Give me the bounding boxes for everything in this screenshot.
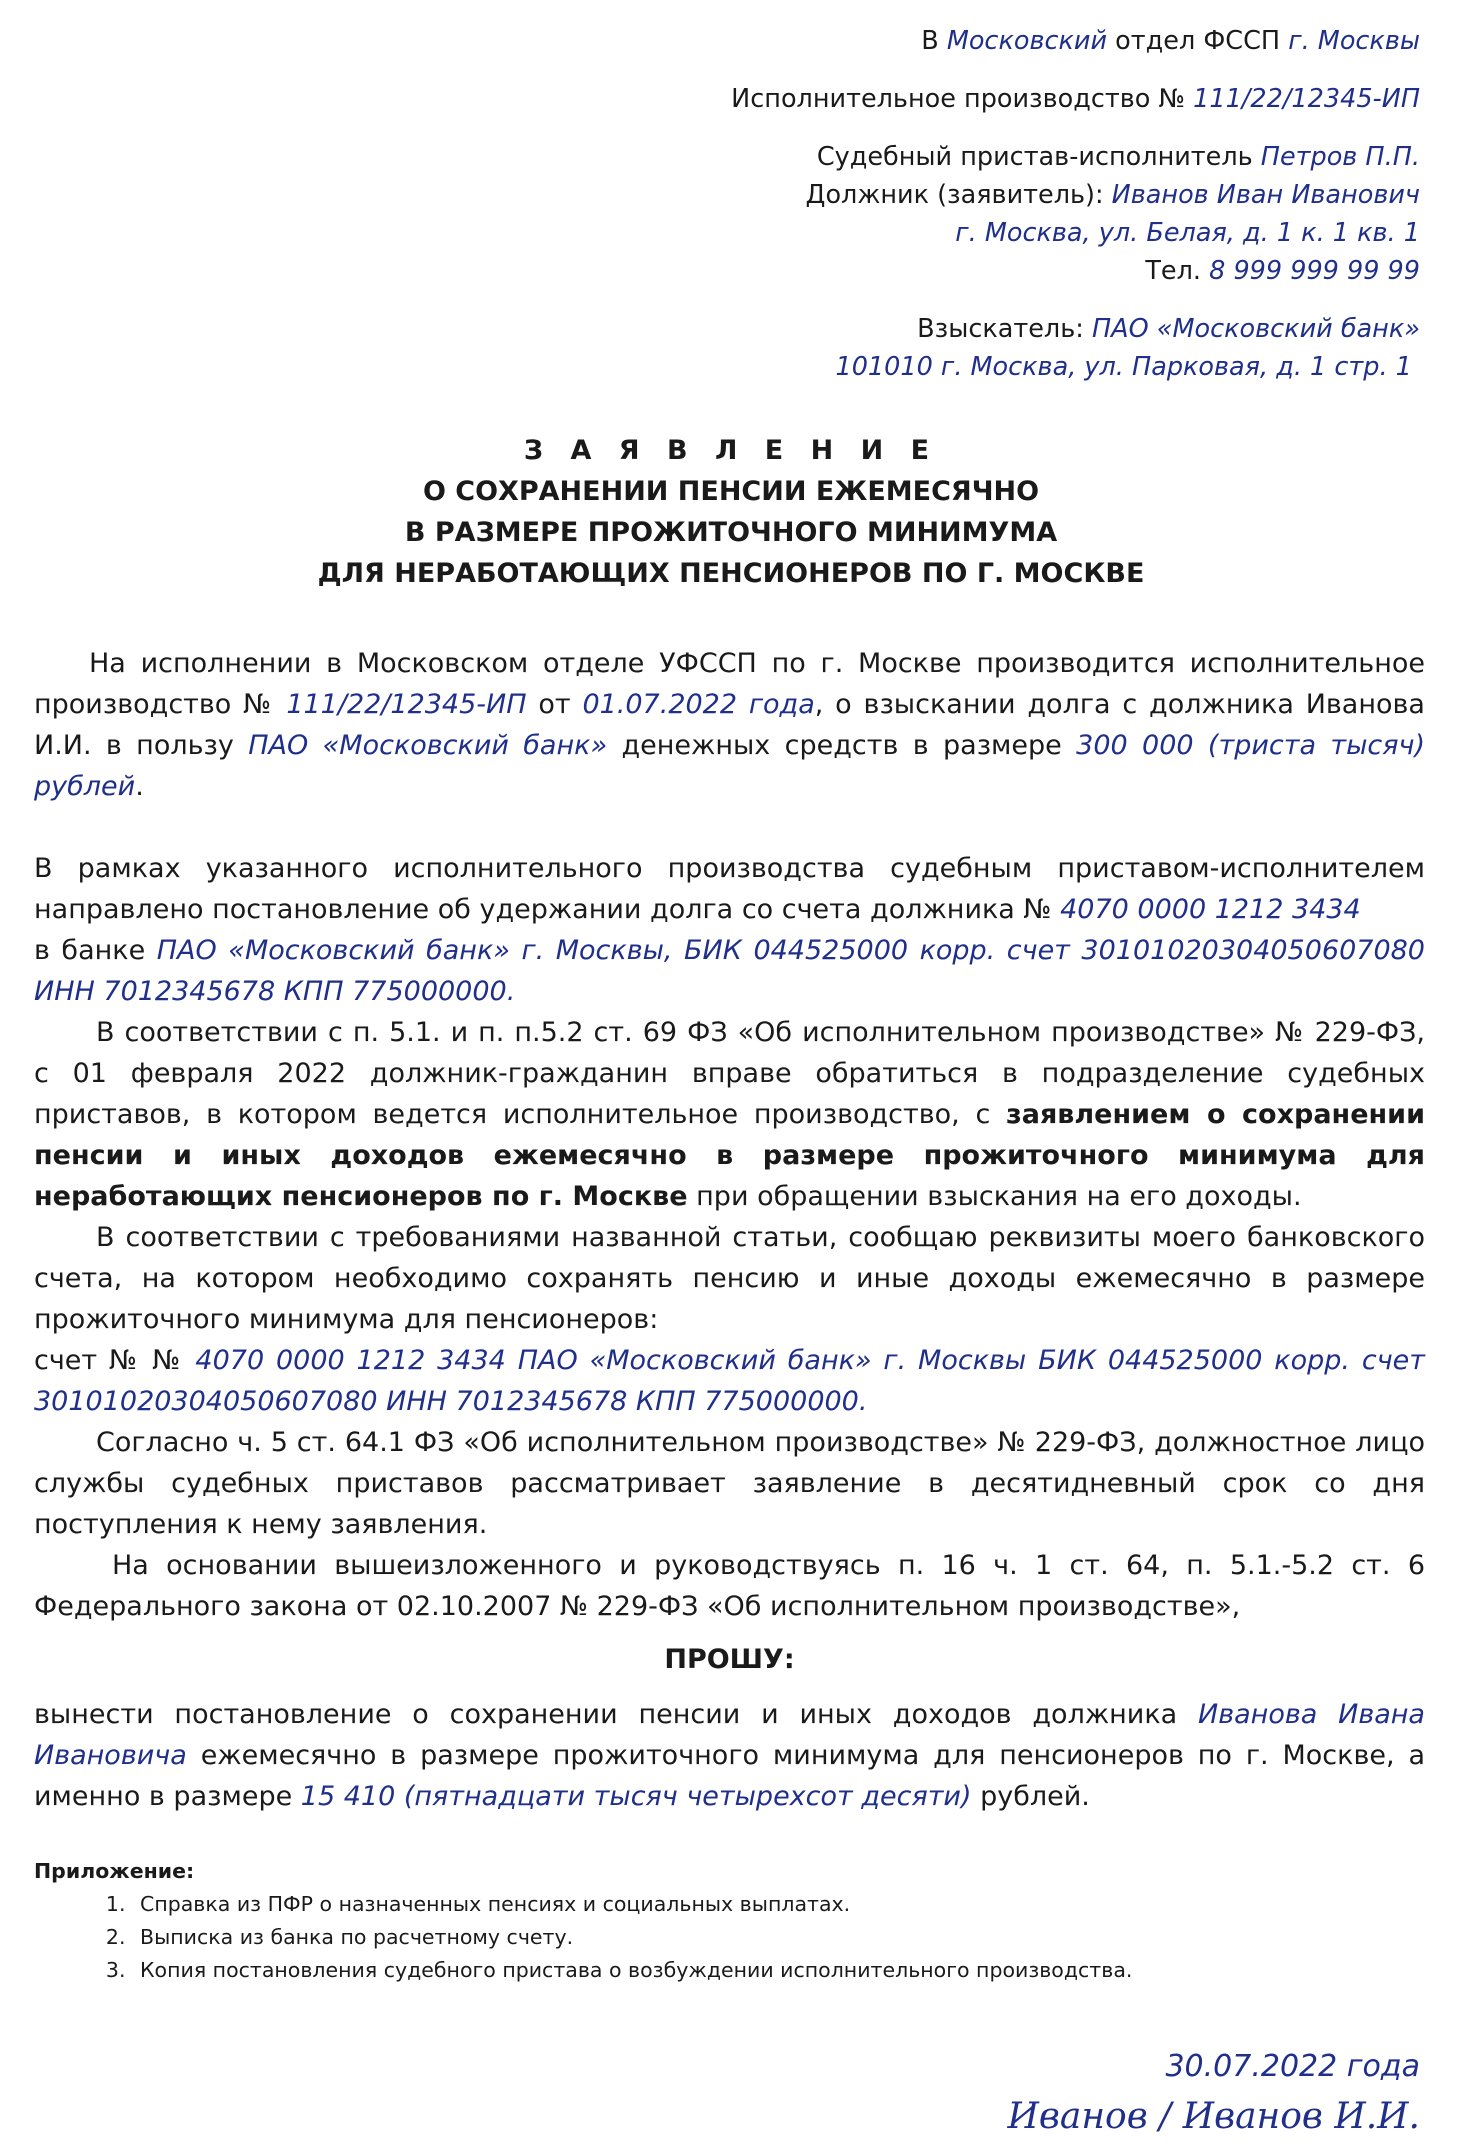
key-statement: заявлением о сохранении пенсии и иных доходов ежемесячно в размере прожиточного минимума для неработающих пенсионеров по г. Москве <box>34 1099 1425 1212</box>
creditor-address: 101010 г. Москва, ул. Парковая, д. 1 стр. 1 <box>835 352 1412 382</box>
case-line <box>731 80 1420 118</box>
document-body <box>34 643 1425 1817</box>
debtor-address: г. Москва, ул. Белая, д. 1 к. 1 кв. 1 <box>955 218 1420 248</box>
list-item: 2. Выписка из банка по расчетному счету. <box>132 1921 1234 1954</box>
debtor-name: Иванов Иван Иванович <box>1111 180 1420 210</box>
creditor-address-line <box>731 348 1420 386</box>
account-details: 4070 0000 1212 3434 ПАО «Московский банк» г. Москвы БИК 044525000 корр. счет 30101020304050607080 ИНН 7012345678 КПП 775000000. <box>34 1345 1425 1417</box>
subsistence-amount: 15 410 (пятнадцати тысяч четырехсот десяти) <box>300 1781 972 1812</box>
paragraph-account-order: В рамках указанного исполнительного производства судебным приставом-исполнителем направлено постановление об удержании долга со счета должника № 4070 0000 1212 3434 в банке ПАО «Московский банк» г. Москвы, БИК 044525000 корр. счет 30101020304050607080 ИНН 7012345678 КПП 775000000. <box>34 853 1425 1007</box>
attachments-list <box>34 1888 1234 1987</box>
debtor-address-line <box>731 214 1420 252</box>
handwritten-signature: Иванов <box>1007 2096 1148 2137</box>
signature-date: 30.07.2022 года <box>1165 2049 1420 2084</box>
request-debtor: Иванова Ивана Ивановича <box>34 1699 1425 1771</box>
title-line-3: В РАЗМЕРЕ ПРОЖИТОЧНОГО МИНИМУМА <box>404 517 1058 548</box>
paragraph-law-reference: В соответствии с п. 5.1. и п. п.5.2 ст. 69 ФЗ «Об исполнительном производстве» № 229-ФЗ, с 01 февраля 2022 должник-гражданин вправе обратиться в подразделение судебных приставов, в котором ведется исполнительное производство, с заявлением о сохранении пенсии и иных доходов ежемесячно в размере прожиточного минимума для неработающих пенсионеров по г. Москве при обращении взыскания на его доходы. <box>34 1017 1425 1212</box>
paragraph-request: вынести постановление о сохранении пенсии и иных доходов должника Иванова Ивана Ивановича ежемесячно в размере прожиточного минимума для пенсионеров по г. Москве, а именно в размере 15 410 (пятнадцати тысяч четырехсот десяти) рублей. <box>34 1699 1425 1812</box>
case-label: Исполнительное производство № <box>731 84 1186 114</box>
request-heading: ПРОШУ: <box>664 1644 795 1675</box>
signer-name: Иванов И.И. <box>1182 2096 1420 2137</box>
list-item: 1. Справка из ПФР о назначенных пенсиях и социальных выплатах. <box>132 1888 1234 1921</box>
creditor-label: Взыскатель: <box>917 314 1084 344</box>
bank-details: ПАО «Московский банк» г. Москвы, БИК 044525000 корр. счет 30101020304050607080 ИНН 7012345678 КПП 775000000. <box>34 935 1425 1007</box>
recipient-prefix: В <box>921 26 939 56</box>
signature-block <box>1008 2042 1420 2142</box>
bailiff-line <box>731 138 1420 176</box>
title-line-4: ДЛЯ НЕРАБОТАЮЩИХ ПЕНСИОНЕРОВ ПО Г. МОСКВЕ <box>317 558 1145 589</box>
creditor-name: ПАО «Московский банк» <box>1091 314 1420 344</box>
paragraph-proceedings: На исполнении в Московском отделе УФССП по г. Москве производится исполнительное производство № 111/22/12345-ИП от 01.07.2022 года, о взыскании долга с должника Иванова И.И. в пользу ПАО «Московский банк» денежных средств в размере 300 000 (триста тысяч) рублей. <box>34 648 1425 802</box>
debtor-label: Должник (заявитель): <box>805 180 1104 210</box>
recipient-office: Московский <box>946 26 1108 56</box>
list-item: 3. Копия постановления судебного пристава о возбуждении исполнительного производства. <box>132 1954 1234 1987</box>
attachments <box>34 1855 1234 1987</box>
case-number-ref: 111/22/12345-ИП <box>286 689 527 720</box>
phone-line <box>731 252 1420 290</box>
signature-line: Иванов / Иванов И.И. <box>1007 2096 1420 2137</box>
account-number: 4070 0000 1212 3434 <box>1060 894 1361 925</box>
phone-label: Тел. <box>1145 256 1201 286</box>
paragraph-requisites: В соответствии с требованиями названной статьи, сообщаю реквизиты моего банковского счета, на котором необходимо сохранять пенсию и иные доходы ежемесячно в размере прожиточного минимума для пенсионеров: <box>34 1222 1425 1335</box>
debtor-line <box>731 176 1420 214</box>
phone-number: 8 999 999 99 99 <box>1209 256 1420 286</box>
bailiff-name: Петров П.П. <box>1260 142 1420 172</box>
recipient-office-suffix: отдел ФССП <box>1115 26 1281 56</box>
case-number: 111/22/12345-ИП <box>1193 84 1420 114</box>
creditor-line <box>731 310 1420 348</box>
recipient-line <box>731 22 1420 60</box>
paragraph-basis: На основании вышеизложенного и руководствуясь п. 16 ч. 1 ст. 64, п. 5.1.-5.2 ст. 6 Федерального закона от 02.10.2007 № 229-ФЗ «Об исполнительном производстве», <box>34 1550 1425 1622</box>
paragraph-account-details: счет № № 4070 0000 1212 3434 ПАО «Московский банк» г. Москвы БИК 044525000 корр. счет 30101020304050607080 ИНН 7012345678 КПП 775000000. <box>34 1345 1425 1417</box>
attachments-heading: Приложение: <box>34 1859 195 1883</box>
debt-amount: 300 000 (триста тысяч) рублей <box>34 730 1425 802</box>
proceedings-date: 01.07.2022 года <box>582 689 815 720</box>
recipient-city: г. Москвы <box>1288 26 1420 56</box>
bailiff-label: Судебный пристав-исполнитель <box>816 142 1253 172</box>
paragraph-term: Согласно ч. 5 ст. 64.1 ФЗ «Об исполнительном производстве» № 229-ФЗ, должностное лицо службы судебных приставов рассматривает заявление в десятидневный срок со дня поступления к нему заявления. <box>34 1427 1425 1540</box>
document-title <box>0 430 1462 594</box>
title-line-2: О СОХРАНЕНИИ ПЕНСИИ ЕЖЕМЕСЯЧНО <box>422 476 1040 507</box>
title-line-1: З А Я В Л Е Н И Е <box>523 435 939 466</box>
addressee-block <box>731 22 1420 386</box>
creditor-ref: ПАО «Московский банк» <box>248 730 608 761</box>
